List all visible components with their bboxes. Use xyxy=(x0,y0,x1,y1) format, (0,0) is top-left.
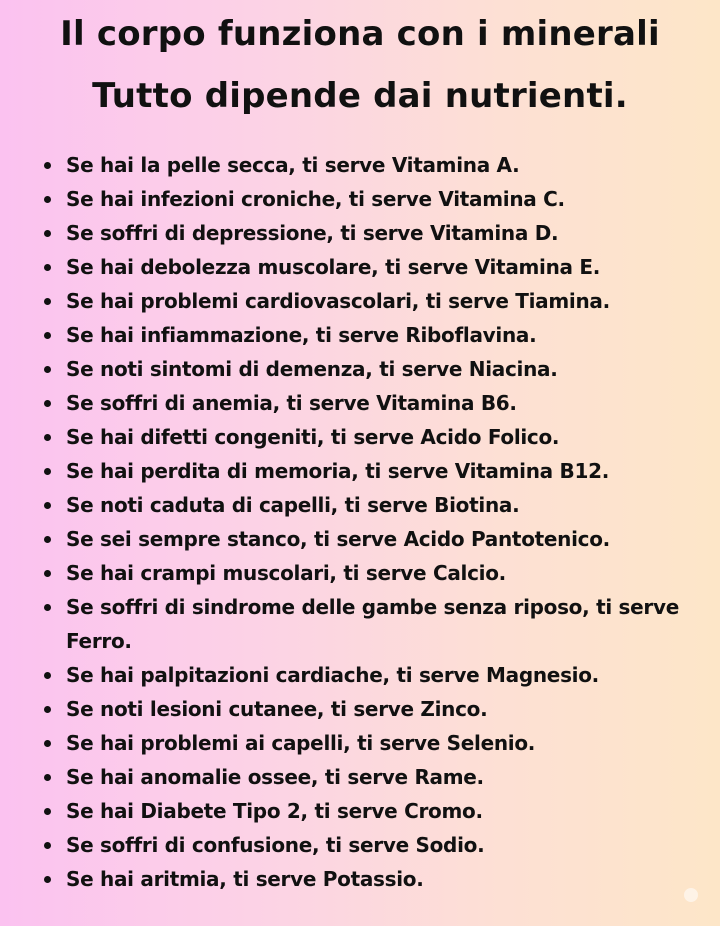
list-item xyxy=(30,420,690,454)
list-item-text: Se soffri di sindrome delle gambe senza riposo, ti serve Ferro. xyxy=(66,595,679,653)
list-item-text: Se noti caduta di capelli, ti serve Biotina. xyxy=(66,493,520,517)
list-item-text: Se noti sintomi di demenza, ti serve Niacina. xyxy=(66,357,558,381)
bullet-icon xyxy=(44,162,51,169)
list-item xyxy=(30,556,690,590)
bullet-icon xyxy=(44,196,51,203)
list-item-text: Se hai aritmia, ti serve Potassio. xyxy=(66,867,424,891)
list-item-text: Se hai infiammazione, ti serve Riboflavina. xyxy=(66,323,537,347)
list-item-text: Se soffri di depressione, ti serve Vitamina D. xyxy=(66,221,559,245)
list-item xyxy=(30,454,690,488)
nutrient-tips-list xyxy=(30,148,690,896)
list-item xyxy=(30,284,690,318)
list-item xyxy=(30,692,690,726)
list-item-text: Se sei sempre stanco, ti serve Acido Pantotenico. xyxy=(66,527,610,551)
bullet-icon xyxy=(44,672,51,679)
list-item-text: Se hai problemi cardiovascolari, ti serve Tiamina. xyxy=(66,289,610,313)
watermark-dot-icon xyxy=(684,888,698,902)
list-item xyxy=(30,794,690,828)
list-item-text: Se hai la pelle secca, ti serve Vitamina A. xyxy=(66,153,520,177)
bullet-icon xyxy=(44,434,51,441)
list-item-text: Se noti lesioni cutanee, ti serve Zinco. xyxy=(66,697,488,721)
bullet-icon xyxy=(44,570,51,577)
list-item-text: Se hai anomalie ossee, ti serve Rame. xyxy=(66,765,484,789)
list-item xyxy=(30,352,690,386)
list-item xyxy=(30,828,690,862)
list-item-text: Se hai Diabete Tipo 2, ti serve Cromo. xyxy=(66,799,483,823)
bullet-icon xyxy=(44,774,51,781)
list-item xyxy=(30,216,690,250)
bullet-icon xyxy=(44,842,51,849)
list-item xyxy=(30,318,690,352)
list-item-text: Se hai infezioni croniche, ti serve Vitamina C. xyxy=(66,187,565,211)
list-item-text: Se hai difetti congeniti, ti serve Acido Folico. xyxy=(66,425,560,449)
bullet-icon xyxy=(44,366,51,373)
page-subtitle: Tutto dipende dai nutrienti. xyxy=(92,76,628,116)
list-item-text: Se soffri di confusione, ti serve Sodio. xyxy=(66,833,485,857)
list-item-text: Se hai perdita di memoria, ti serve Vitamina B12. xyxy=(66,459,609,483)
bullet-icon xyxy=(44,264,51,271)
list-item-text: Se hai crampi muscolari, ti serve Calcio. xyxy=(66,561,506,585)
bullet-icon xyxy=(44,400,51,407)
list-item xyxy=(30,386,690,420)
bullet-icon xyxy=(44,298,51,305)
bullet-icon xyxy=(44,468,51,475)
page-title: Il corpo funziona con i minerali xyxy=(60,14,660,54)
list-item xyxy=(30,760,690,794)
bullet-icon xyxy=(44,706,51,713)
list-item xyxy=(30,522,690,556)
list-item xyxy=(30,148,690,182)
list-item xyxy=(30,658,690,692)
list-item xyxy=(30,488,690,522)
list-item xyxy=(30,250,690,284)
bullet-icon xyxy=(44,536,51,543)
bullet-icon xyxy=(44,230,51,237)
list-item xyxy=(30,182,690,216)
list-item-text: Se hai debolezza muscolare, ti serve Vitamina E. xyxy=(66,255,601,279)
bullet-icon xyxy=(44,876,51,883)
list-item xyxy=(30,862,690,896)
list-item-text: Se hai problemi ai capelli, ti serve Selenio. xyxy=(66,731,536,755)
bullet-icon xyxy=(44,604,51,611)
bullet-icon xyxy=(44,740,51,747)
list-item-text: Se soffri di anemia, ti serve Vitamina B6. xyxy=(66,391,517,415)
bullet-icon xyxy=(44,502,51,509)
list-item-text: Se hai palpitazioni cardiache, ti serve Magnesio. xyxy=(66,663,599,687)
list-item xyxy=(30,590,690,658)
bullet-icon xyxy=(44,808,51,815)
list-item xyxy=(30,726,690,760)
bullet-icon xyxy=(44,332,51,339)
